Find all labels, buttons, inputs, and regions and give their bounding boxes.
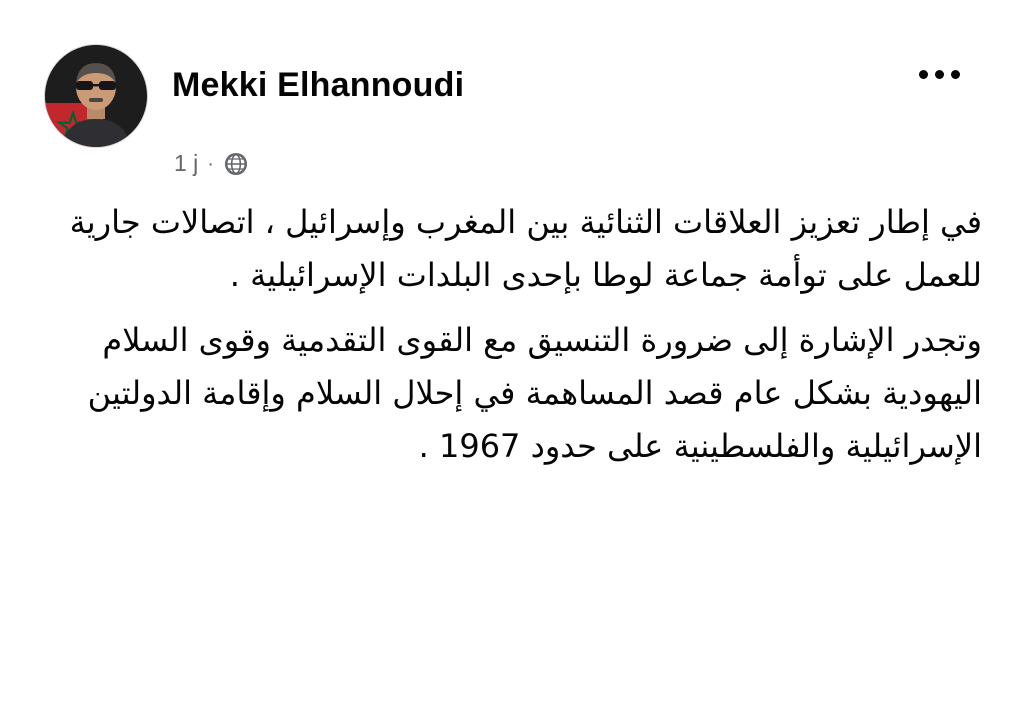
more-options-icon[interactable] xyxy=(910,54,968,94)
post-text xyxy=(42,196,982,474)
post-paragraph: وتجدر الإشارة إلى ضرورة التنسيق مع القوى التقدمية وقوى السلام اليهودية بشكل عام قصد المساهمة في إحلال السلام وإقامة الدولتين الإسرائيلية والفلسطينية على حدود 1967 . xyxy=(87,321,982,466)
post-timestamp[interactable]: 1 j xyxy=(174,150,199,176)
more-dot-3 xyxy=(951,70,960,79)
meta-separator: · xyxy=(207,152,214,175)
avatar-photo xyxy=(45,45,147,147)
more-dot-2 xyxy=(935,70,944,79)
avatar[interactable] xyxy=(44,44,148,148)
author-name[interactable]: Mekki Elhannoudi xyxy=(172,66,465,104)
globe-icon[interactable] xyxy=(223,151,249,177)
post-paragraph: في إطار تعزيز العلاقات الثنائية بين المغرب وإسرائيل ، اتصالات جارية للعمل على توأمة جماعة لوطا بإحدى البلدات الإسرائيلية . xyxy=(69,203,982,295)
more-dot-1 xyxy=(919,70,928,79)
post-header xyxy=(0,24,1024,176)
post-meta xyxy=(174,150,249,177)
